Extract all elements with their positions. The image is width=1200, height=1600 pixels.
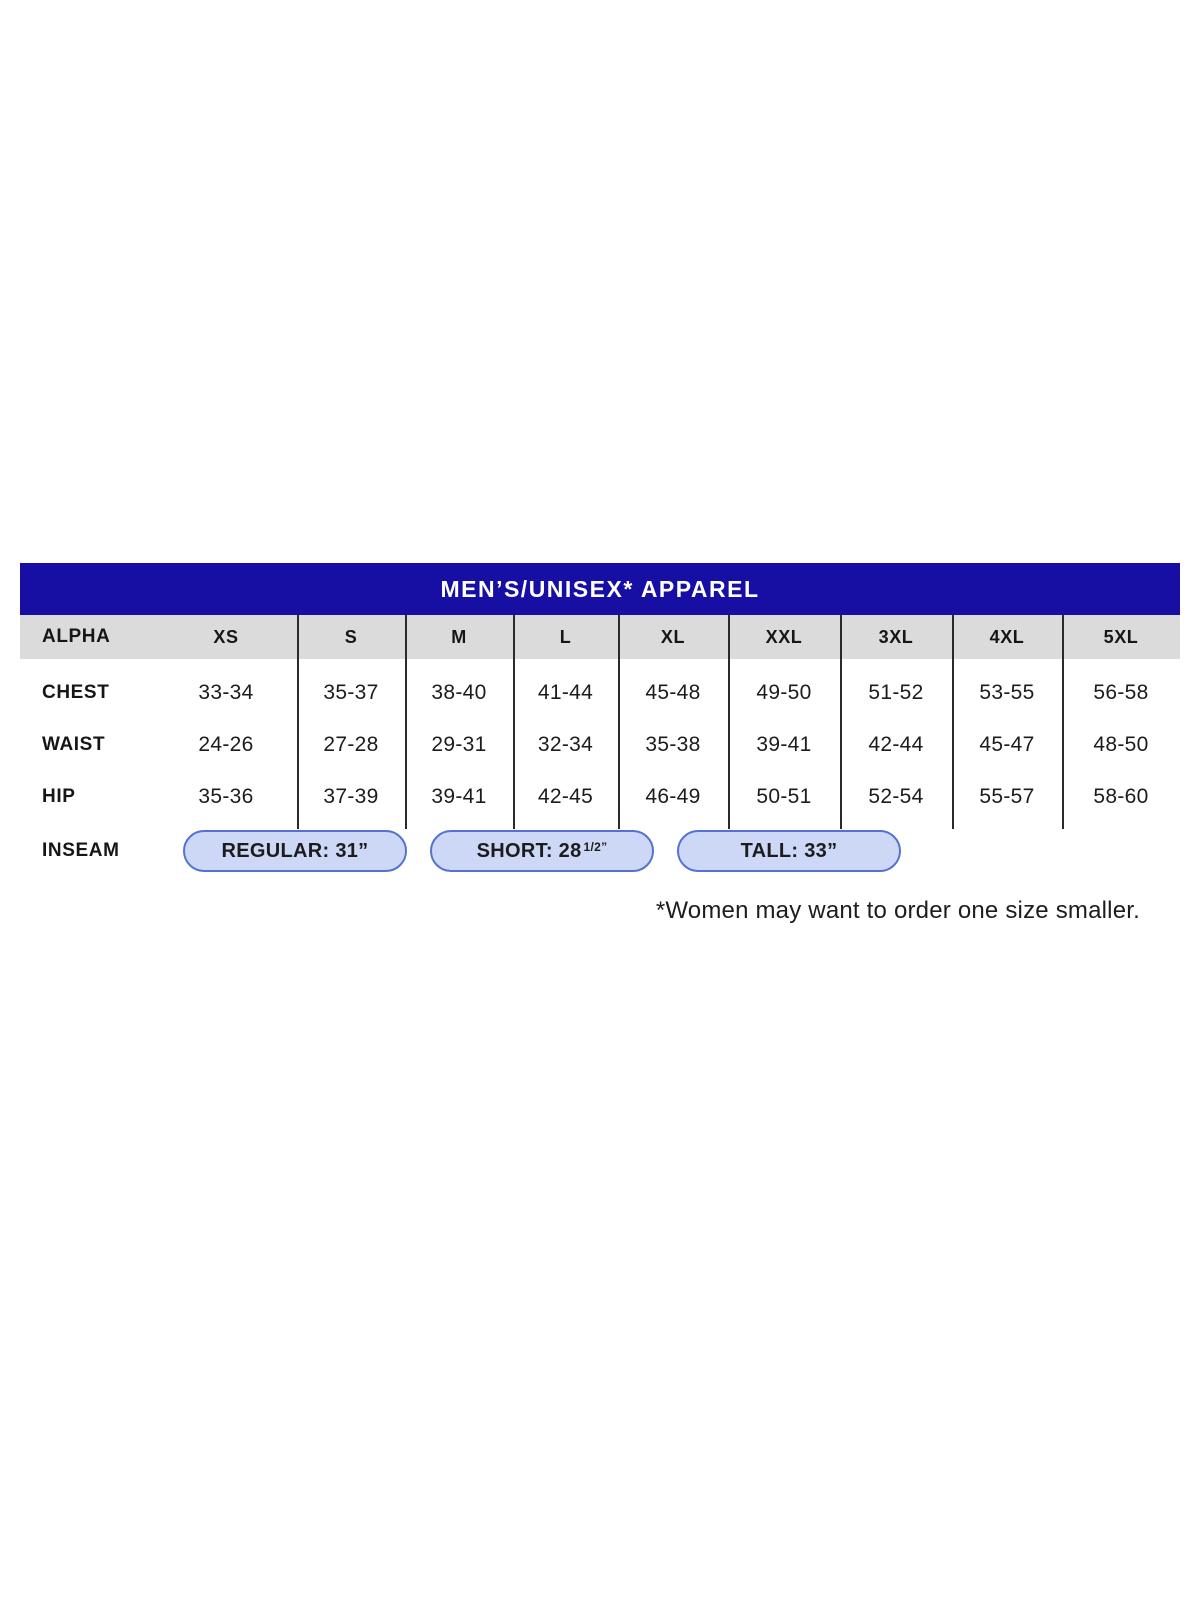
- row-label-inseam: INSEAM: [42, 840, 120, 861]
- size-cell: 46-49: [645, 785, 701, 808]
- size-cell: 50-51: [756, 785, 812, 808]
- size-cell: 37-39: [323, 785, 379, 808]
- column-header-xl: XL: [660, 626, 686, 647]
- size-cell: 53-55: [979, 681, 1035, 704]
- table-row-waist: [20, 719, 1180, 771]
- column-header-xs: XS: [213, 626, 239, 647]
- size-cell: 52-54: [868, 785, 924, 808]
- size-cell: 39-41: [431, 785, 487, 808]
- size-cell: 33-34: [198, 681, 254, 704]
- size-cell: 58-60: [1093, 785, 1149, 808]
- size-cell: 27-28: [323, 733, 379, 756]
- size-cell: 42-45: [537, 785, 594, 808]
- size-cell: 42-44: [868, 733, 924, 756]
- table-body: [20, 659, 1180, 823]
- alpha-header-row: [20, 615, 1180, 659]
- size-cell: 38-40: [431, 681, 487, 704]
- size-cell: 48-50: [1093, 733, 1149, 756]
- size-cell: 56-58: [1093, 681, 1149, 704]
- row-label-waist: WAIST: [42, 734, 106, 755]
- size-cell: 51-52: [868, 681, 924, 704]
- size-cell: 39-41: [756, 733, 812, 756]
- size-cell: 24-26: [198, 733, 254, 756]
- size-cell: 45-47: [979, 733, 1035, 756]
- column-header-5xl: 5XL: [1103, 626, 1139, 647]
- column-header-m: M: [451, 626, 467, 647]
- size-chart: [20, 563, 1180, 877]
- column-header-l: L: [559, 626, 572, 647]
- row-label-chest: CHEST: [42, 682, 110, 703]
- inseam-pills: [183, 830, 901, 872]
- column-header-4xl: 4XL: [989, 626, 1025, 647]
- size-cell: 35-37: [323, 681, 379, 704]
- inseam-pill-regular[interactable]: REGULAR: 31”: [183, 830, 407, 872]
- table-row-chest: [20, 667, 1180, 719]
- size-cell: 35-38: [645, 733, 701, 756]
- column-header-xxl: XXL: [765, 626, 803, 647]
- column-header-alpha: ALPHA: [42, 626, 111, 647]
- row-label-hip: HIP: [42, 786, 76, 807]
- size-cell: 45-48: [645, 681, 701, 704]
- table-title: MEN’S/UNISEX* APPAREL: [20, 563, 1180, 615]
- table-row-hip: [20, 771, 1180, 823]
- size-cell: 55-57: [979, 785, 1035, 808]
- size-cell: 32-34: [537, 733, 594, 756]
- size-cell: 29-31: [431, 733, 487, 756]
- size-cell: 35-36: [198, 785, 254, 808]
- footnote: *Women may want to order one size smaller.: [655, 897, 1140, 924]
- size-cell: 41-44: [537, 681, 594, 704]
- column-header-3xl: 3XL: [878, 626, 914, 647]
- size-cell: 49-50: [756, 681, 812, 704]
- inseam-pill-superscript: 1/2”: [583, 840, 608, 854]
- column-header-s: S: [344, 626, 358, 647]
- inseam-pill-short[interactable]: SHORT: 28 $^{1/2”}$: [430, 830, 654, 872]
- inseam-pill-tall[interactable]: TALL: 33”: [677, 830, 901, 872]
- inseam-row: [20, 825, 1180, 877]
